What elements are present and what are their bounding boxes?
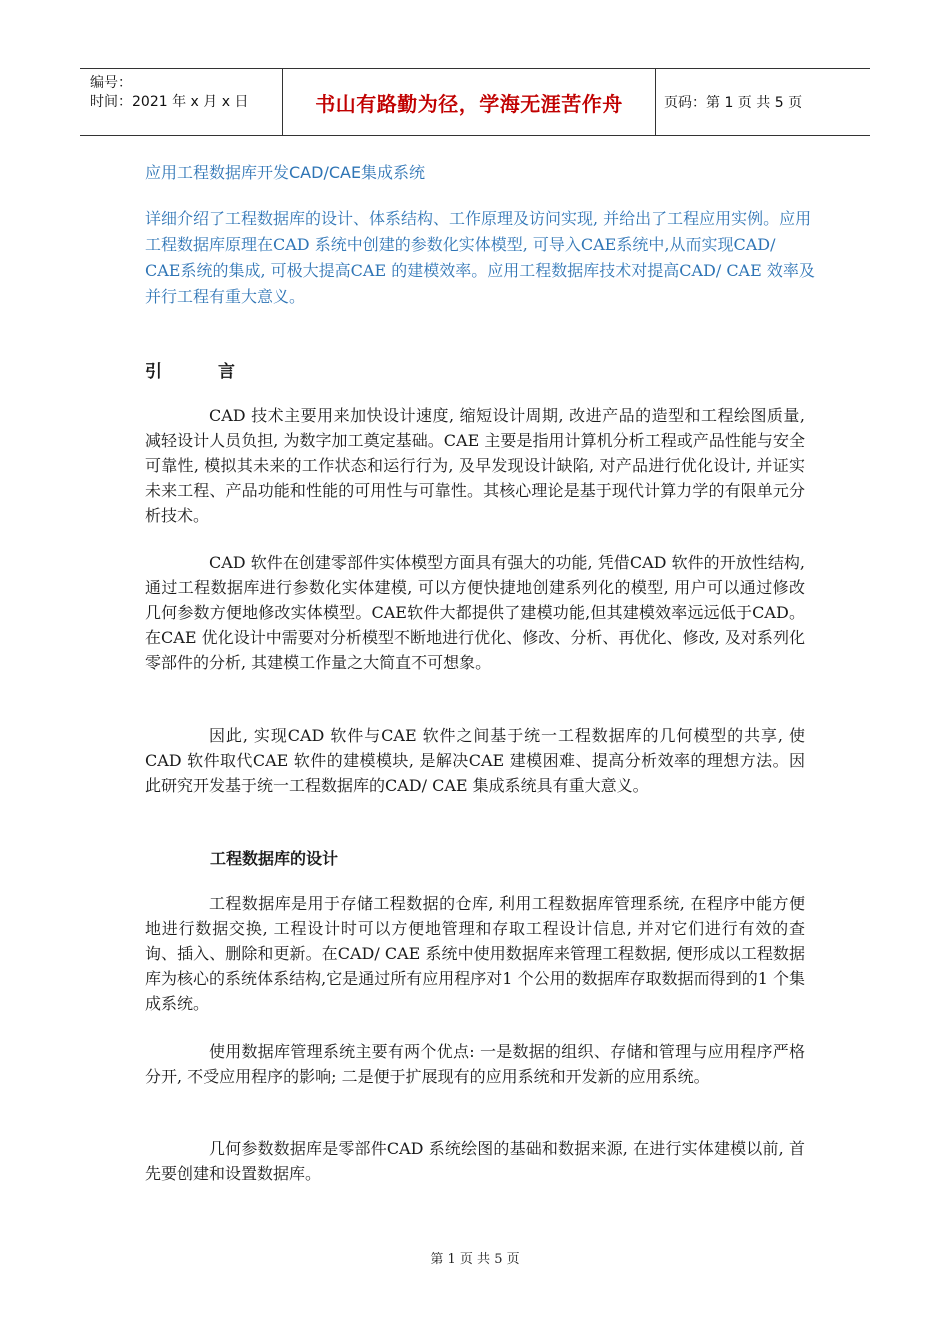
abstract-text: 详细介绍了工程数据库的设计、体系结构、工作原理及访问实现, 并给出了工程应用实例。应用工程数据库原理在CAD 系统中创建的参数化实体模型, 可导入CAE系统中,从而实现CAD/ CAE系统的集成, 可极大提高CAE 的建模效率。应用工程数据库技术对提高CAD/ CAE 效率及并行工程有重大意义。	[145, 209, 815, 306]
paragraph: 使用数据库管理系统主要有两个优点: 一是数据的组织、存储和管理与应用程序严格分开, 不受应用程序的影响; 二是便于扩展现有的应用系统和开发新的应用系统。	[145, 1042, 805, 1086]
header-motto-cell	[282, 69, 656, 135]
paragraph: CAD 技术主要用来加快设计速度, 缩短设计周期, 改进产品的造型和工程绘图质量, 减轻设计人员负担, 为数字加工奠定基础。CAE 主要是指用计算机分析工程或产品性能与安全可靠性, 模拟其未来的工作状态和运行行为, 及早发现设计缺陷, 对产品进行优化设计, 并证实未来工程、产品功能和性能的可用性与可靠性。其核心理论是基于现代计算力学的有限单元分析技术。	[145, 406, 805, 525]
time-label: 时间：2021 年 x 月 x 日	[90, 94, 249, 110]
document-title: 应用工程数据库开发CAD/CAE集成系统	[145, 163, 426, 182]
subheading-db-design: 工程数据库的设计	[210, 849, 339, 868]
document-header	[80, 68, 870, 136]
header-page-cell	[656, 69, 870, 135]
section-heading-intro: 引言	[145, 362, 291, 382]
number-label: 编号：	[90, 75, 132, 91]
page-footer: 第 1 页 共 5 页	[430, 1252, 520, 1267]
header-meta	[80, 69, 282, 135]
paragraph: 因此, 实现CAD 软件与CAE 软件之间基于统一工程数据库的几何模型的共享, 使CAD 软件取代CAE 软件的建模模块, 是解决CAE 建模困难、提高分析效率的理想方法。因此研究开发基于统一工程数据库的CAD/ CAE 集成系统具有重大意义。	[145, 726, 805, 795]
page-info: 页码：第 1 页 共 5 页	[664, 95, 803, 111]
paragraph: 几何参数数据库是零部件CAD 系统绘图的基础和数据来源, 在进行实体建模以前, 首先要创建和设置数据库。	[145, 1139, 805, 1183]
motto-text: 书山有路勤为径，学海无涯苦作舟	[315, 91, 623, 116]
paragraph: CAD 软件在创建零部件实体模型方面具有强大的功能, 凭借CAD 软件的开放性结构, 通过工程数据库进行参数化实体建模, 可以方便快捷地创建系列化的模型, 用户可以通过修改几何参数方便地修改实体模型。CAE软件大都提供了建模功能,但其建模效率远远低于CAD。在CAE 优化设计中需要对分析模型不断地进行优化、修改、分析、再优化、修改, 及对系列化零部件的分析, 其建模工作量之大简直不可想象。	[145, 553, 805, 672]
paragraph: 工程数据库是用于存储工程数据的仓库, 利用工程数据库管理系统, 在程序中能方便地进行数据交换, 工程设计时可以方便地管理和存取工程设计信息, 并对它们进行有效的查询、插入、删除和更新。在CAD/ CAE 系统中使用数据库来管理工程数据, 便形成以工程数据库为核心的系统体系结构,它是通过所有应用程序对1 个公用的数据库存取数据而得到的1 个集成系统。	[145, 894, 805, 1013]
